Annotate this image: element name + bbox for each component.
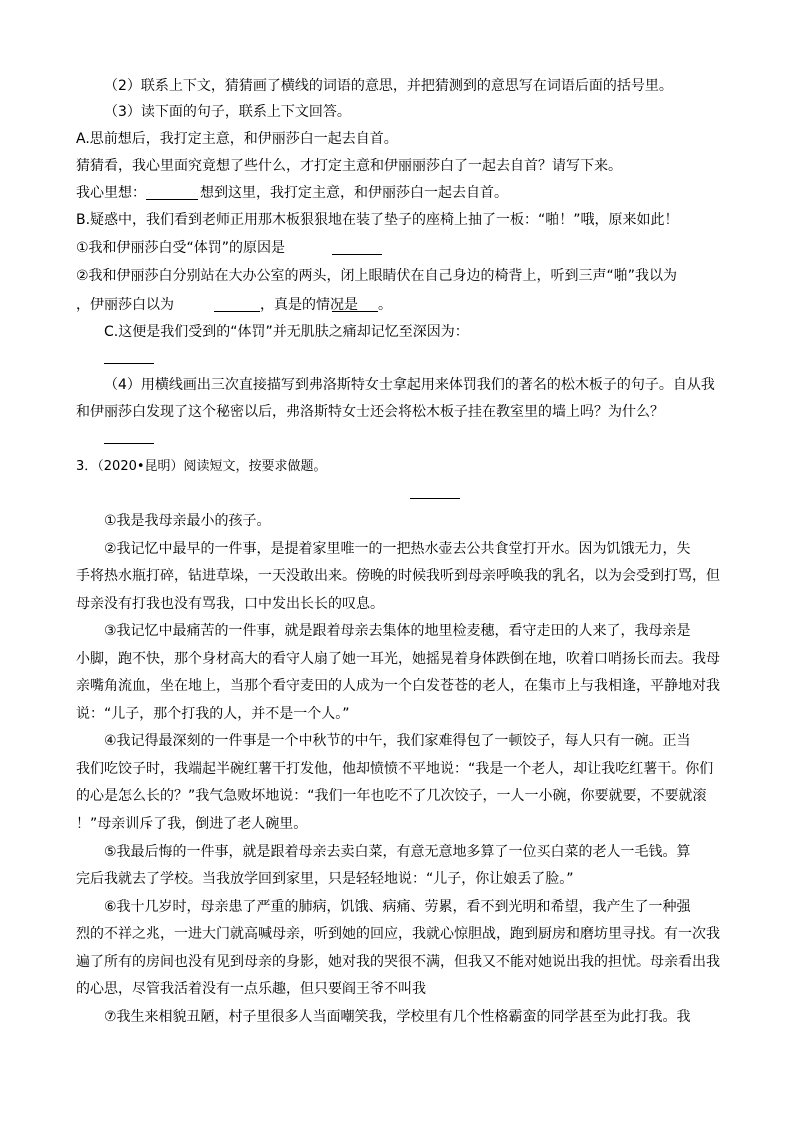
passage-paragraph-6-line3: 遍了所有的房间也没有见到母亲的身影，她对我的哭很不满，但我又不能对她说出我的担忧。母亲看出我 — [76, 954, 720, 970]
sub-question-b2-line2b: ，真是的情况是 — [260, 297, 358, 313]
passage-paragraph-4-line4: ！”母亲训斥了我，倒进了老人碗里。 — [76, 816, 308, 832]
passage-paragraph-6-line2: 烈的不祥之兆，一进大门就高喊母亲，听到她的回应，我就心惊胆战，跑到厨房和磨坊里寻找。有一次我 — [76, 926, 720, 942]
passage-paragraph-3-line1: ③我记忆中最痛苦的一件事，就是跟着母亲去集体的地里检麦穗，看守走田的人来了，我母亲是 — [104, 623, 691, 639]
passage-paragraph-7-line1: ⑦我生来相貌丑陋，村子里很多人当面嘲笑我，学校里有几个性格霸蛮的同学甚至为此打我。我 — [104, 1009, 691, 1025]
sentence-a-answer-prefix: 我心里想： — [76, 185, 146, 201]
passage-paragraph-2-line2: 手将热水瓶打碎，钻进草垛，一天没敢出来。傍晚的时候我听到母亲呼唤我的乳名，以为会受到打骂，但 — [76, 568, 720, 584]
sentence-c: C.这便是我们受到的“体罚”并无肌肤之痛却记忆至深因为： — [104, 324, 469, 340]
sentence-a-answer-suffix: 想到这里，我打定主意，和伊丽莎白一起去自首。 — [200, 185, 508, 201]
answer-blank[interactable] — [104, 363, 154, 364]
answer-blank[interactable] — [332, 254, 382, 255]
sub-question-b2-line1: ②我和伊丽莎白分别站在大办公室的两头，闭上眼睛伏在自己身边的椅背上，听到三声“啪”我以为 — [76, 268, 678, 284]
sub-question-b2-line2a: ，伊丽莎白以为 — [76, 297, 174, 313]
question-2: （2）联系上下文，猜猜画了横线的词语的意思，并把猜测到的意思写在词语后面的括号里。 — [104, 78, 673, 94]
sub-question-b1: ①我和伊丽莎白受“体罚”的原因是 — [76, 240, 286, 256]
question-3-header: 3．（2020•昆明）阅读短文，按要求做题。 — [76, 459, 327, 474]
passage-paragraph-6-line1: ⑥我十几岁时，母亲患了严重的肺病，饥饿、病痛、劳累，看不到光明和希望，我产生了一种强 — [104, 899, 691, 915]
sentence-b: B.疑惑中，我们看到老师正用那木板狠狠地在装了垫子的座椅上抽了一板：“啪！”哦，原来如此！ — [76, 212, 679, 228]
passage-paragraph-3-line2: 小脚，跑不快，那个身材高大的看守人扇了她一耳光，她摇晃着身体跌倒在地，吹着口哨扬长而去。我母 — [76, 651, 720, 667]
question-4-line1: （4）用横线画出三次直接描写到弗洛斯特女士拿起用来体罚我们的著名的松木板子的句子。自从我 — [104, 377, 715, 393]
answer-blank[interactable] — [332, 311, 378, 312]
passage-paragraph-2-line3: 母亲没有打我也没有骂我，口中发出长长的叹息。 — [76, 596, 384, 612]
answer-blank[interactable] — [214, 311, 260, 312]
question-3: （3）读下面的句子，联系上下文回答。 — [104, 104, 351, 120]
title-blank[interactable] — [410, 498, 460, 499]
sub-question-b2-line2c: 。 — [378, 297, 392, 313]
answer-blank[interactable] — [104, 443, 154, 444]
passage-paragraph-3-line3: 亲嘴角流血，坐在地上，当那个看守麦田的人成为一个白发苍苍的老人，在集市上与我相逢，平静地对我 — [76, 678, 720, 694]
answer-blank[interactable] — [146, 199, 198, 200]
passage-paragraph-1: ①我是我母亲最小的孩子。 — [104, 513, 271, 529]
passage-paragraph-4-line2: 我们吃饺子时，我端起半碗红薯干打发他，他却愤愤不平地说：“我是一个老人，却让我吃红薯干。你们 — [76, 761, 714, 777]
question-4-line2: 和伊丽莎白发现了这个秘密以后，弗洛斯特女士还会将松木板子挂在教室里的墙上吗？为什么？ — [76, 404, 664, 420]
passage-paragraph-2-line1: ②我记忆中最早的一件事，是提着家里唯一的一把热水壶去公共食堂打开水。因为饥饿无力，失 — [104, 541, 691, 557]
passage-paragraph-4-line1: ④我记得最深刻的一件事是一个中秋节的中午，我们家难得包了一顿饺子，每人只有一碗。正当 — [104, 733, 691, 749]
sentence-a: A.思前想后，我打定主意，和伊丽莎白一起去自首。 — [76, 131, 398, 147]
passage-paragraph-4-line3: 的心是怎么长的？”我气急败坏地说：“我们一年也吃不了几次饺子，一人一小碗，你要就要，不要就滚 — [76, 788, 707, 804]
passage-paragraph-5-line2: 完后我就去了学校。当我放学回到家里，只是轻轻地说：“儿子，你让娘丢了脸。” — [76, 871, 574, 887]
passage-paragraph-6-line4: 的心思，尽管我活着没有一点乐趣，但只要阎王爷不叫我 — [76, 981, 426, 997]
passage-paragraph-3-line4: 说：“儿子，那个打我的人，并不是一个人。” — [76, 706, 350, 722]
passage-paragraph-5-line1: ⑤我最后悔的一件事，就是跟着母亲去卖白菜，有意无意地多算了一位买白菜的老人一毛钱。算 — [104, 844, 691, 860]
sentence-a-prompt: 猜猜看，我心里面究竟想了些什么，才打定主意和伊丽丽莎白了一起去自首？请写下来。 — [76, 158, 622, 174]
